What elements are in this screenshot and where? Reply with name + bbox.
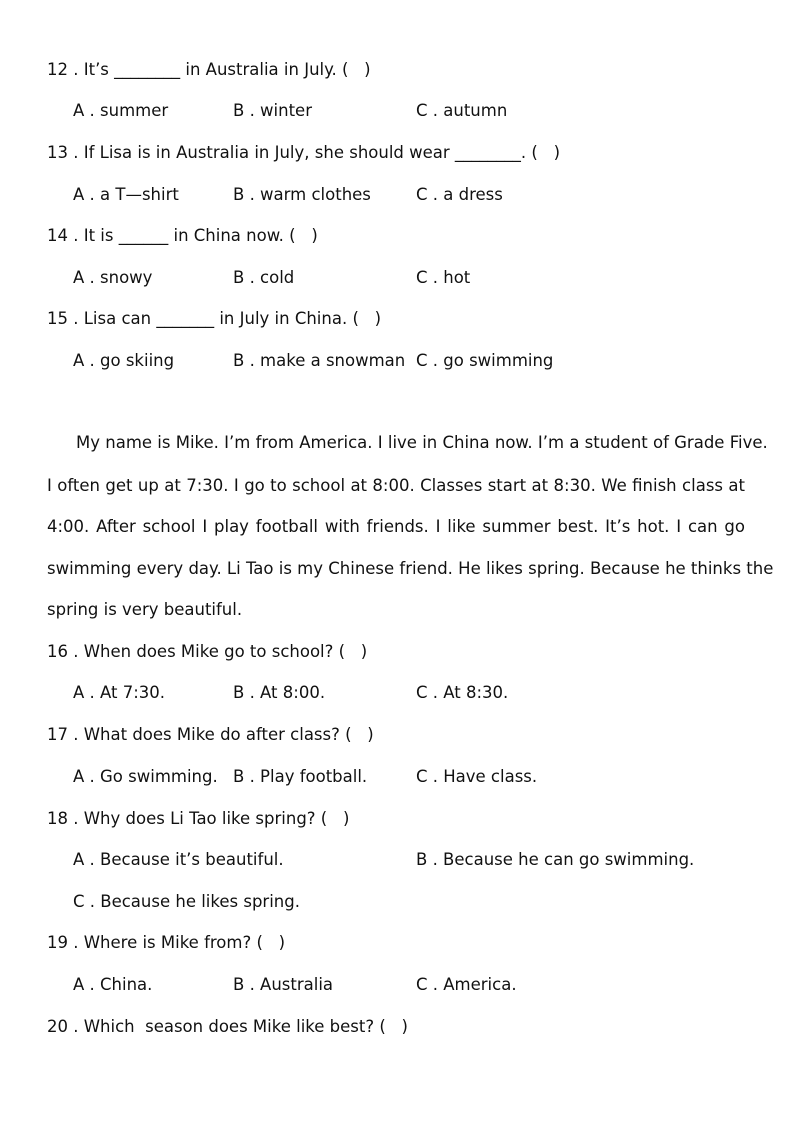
question-13-option-b: B . warm clothes [233,185,371,204]
question-17-option-b: B . Play football. [233,767,368,786]
question-14-option-a: A . snowy [73,268,153,287]
question-19-option-a: A . China. [73,975,153,994]
question-17-option-a: A . Go swimming. [73,767,218,786]
question-18-option-b: B . Because he can go swimming. [416,850,695,869]
question-16-option-a: A . At 7:30. [73,683,166,702]
question-12-option-b: B . winter [233,101,312,120]
question-12-stem: 12 . It’s ________ in Australia in July. ( ) [47,60,371,79]
question-13-option-c: C . a dress [416,185,503,204]
question-17-option-c: C . Have class. [416,767,538,786]
question-19-option-c: C . America. [416,975,517,994]
passage-line-2: I often get up at 7:30. I go to school at 8:00. Classes start at 8:30. We finish class at [47,476,745,495]
question-16-option-c: C . At 8:30. [416,683,509,702]
question-15-option-c: C . go swimming [416,351,554,370]
question-15-option-a: A . go skiing [73,351,175,370]
question-18-option-a: A . Because it’s beautiful. [73,850,284,869]
question-18-stem: 18 . Why does Li Tao like spring? ( ) [47,809,350,828]
question-16-stem: 16 . When does Mike go to school? ( ) [47,642,368,661]
passage-line-3: 4:00. After school I play football with friends. I like summer best. It’s hot. I can go [47,517,745,536]
question-13-stem: 13 . If Lisa is in Australia in July, she should wear ________. ( ) [47,143,561,162]
question-17-stem: 17 . What does Mike do after class? ( ) [47,725,374,744]
passage-line-5: spring is very beautiful. [47,600,243,619]
question-14-stem: 14 . It is ______ in China now. ( ) [47,226,318,245]
question-15-option-b: B . make a snowman [233,351,406,370]
question-20-stem: 20 . Which season does Mike like best? ( ) [47,1017,408,1036]
question-16-option-b: B . At 8:00. [233,683,326,702]
passage-line-1: My name is Mike. I’m from America. I live in China now. I’m a student of Grade Five. [76,433,768,452]
passage-line-4: swimming every day. Li Tao is my Chinese friend. He likes spring. Because he thinks the [47,559,774,578]
question-15-stem: 15 . Lisa can _______ in July in China. ( ) [47,309,382,328]
question-12-option-a: A . summer [73,101,169,120]
question-13-option-a: A . a T—shirt [73,185,179,204]
question-19-stem: 19 . Where is Mike from? ( ) [47,933,286,952]
question-14-option-b: B . cold [233,268,295,287]
question-12-option-c: C . autumn [416,101,508,120]
question-19-option-b: B . Australia [233,975,334,994]
question-18-option-c: C . Because he likes spring. [73,892,300,911]
question-14-option-c: C . hot [416,268,471,287]
